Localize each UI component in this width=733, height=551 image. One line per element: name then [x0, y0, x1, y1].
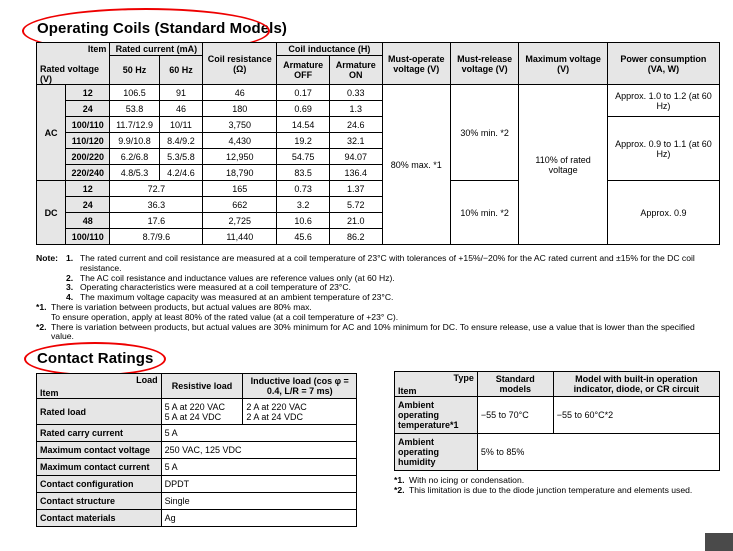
row-value: Single [161, 493, 356, 510]
temp-label: Ambient operating temperature*1 [395, 397, 478, 434]
voltage-cell: 110/120 [66, 133, 110, 149]
armature-off-cell: 54.75 [277, 149, 330, 165]
humidity-value: 5% to 85% [477, 434, 719, 471]
voltage-cell: 24 [66, 197, 110, 213]
dc-current-cell: 36.3 [110, 197, 203, 213]
max-voltage-value: 110% of rated voltage [519, 85, 608, 245]
ac-power-1: Approx. 1.0 to 1.2 (at 60 Hz) [607, 85, 719, 117]
contact-ratings-table [36, 373, 357, 527]
row-value: DPDT [161, 476, 356, 493]
must-operate-value: 80% max. *1 [382, 85, 450, 245]
voltage-cell: 100/110 [66, 117, 110, 133]
item-header: Item [87, 44, 107, 54]
voltage-cell: 48 [66, 213, 110, 229]
hz50-header: 50 Hz [110, 56, 159, 85]
operating-coils-title: Operating Coils (Standard Models) [37, 20, 287, 37]
operating-coils-table [36, 42, 720, 245]
armature-on-cell: 24.6 [329, 117, 382, 133]
contact-ratings-title: Contact Ratings [37, 350, 154, 367]
armature-on-cell: 1.37 [329, 181, 382, 197]
resistance-cell: 2,725 [203, 213, 277, 229]
current60-cell: 4.2/4.6 [159, 165, 203, 181]
ac-release-value: 30% min. *2 [450, 85, 518, 181]
row-label: Contact structure [37, 493, 162, 510]
temp-standard: −55 to 70°C [477, 397, 553, 434]
standard-header: Standard models [477, 372, 553, 397]
resistive-header: Resistive load [161, 374, 243, 399]
row-value: Ag [161, 510, 356, 527]
type-header: Type [453, 373, 474, 383]
dc-current-cell: 17.6 [110, 213, 203, 229]
voltage-cell: 100/110 [66, 229, 110, 245]
rated-voltage-header: Rated voltage (V) [40, 64, 100, 84]
humidity-label: Ambient operating humidity [395, 434, 478, 471]
footnote-key: *1. [36, 301, 47, 312]
rated-current-header: Rated current (mA) [110, 43, 203, 56]
environment-notes [394, 476, 724, 496]
armature-on-cell: 1.3 [329, 101, 382, 117]
current60-cell: 91 [159, 85, 203, 101]
page-corner-block [705, 533, 733, 551]
dc-label: DC [37, 181, 66, 245]
rated-load-inductive: 2 A at 220 VAC 2 A at 24 VDC [243, 399, 357, 425]
resistance-cell: 3,750 [203, 117, 277, 133]
current50-cell: 6.2/6.8 [110, 149, 159, 165]
note-key: 2. [66, 272, 74, 283]
ac-label: AC [37, 85, 66, 181]
voltage-cell: 220/240 [66, 165, 110, 181]
max-voltage-header: Maximum voltage (V) [519, 43, 608, 85]
temp-builtin: −55 to 60°C*2 [553, 397, 719, 434]
ac-power-2: Approx. 0.9 to 1.1 (at 60 Hz) [607, 117, 719, 181]
note-3: Operating characteristics were measured at a coil temperature of 23°C. [80, 282, 351, 293]
armature-off-header: Armature OFF [277, 56, 330, 85]
resistance-cell: 12,950 [203, 149, 277, 165]
environment-table [394, 371, 720, 471]
row-value: 5 A [161, 425, 356, 442]
resistance-cell: 180 [203, 101, 277, 117]
current50-cell: 4.8/5.3 [110, 165, 159, 181]
footnote-1b: To ensure operation, apply at least 80% of the rated value (at a coil temperature of +23° C). [51, 311, 399, 322]
current50-cell: 11.7/12.9 [110, 117, 159, 133]
voltage-cell: 12 [66, 181, 110, 197]
resistance-cell: 18,790 [203, 165, 277, 181]
footnote-key: *2. [394, 484, 405, 495]
voltage-cell: 24 [66, 101, 110, 117]
row-label: Contact configuration [37, 476, 162, 493]
armature-off-cell: 10.6 [277, 213, 330, 229]
armature-on-cell: 21.0 [329, 213, 382, 229]
env-corner-header [395, 372, 478, 397]
armature-off-cell: 0.17 [277, 85, 330, 101]
env-footnote-1: With no icing or condensation. [409, 475, 525, 485]
voltage-cell: 200/220 [66, 149, 110, 165]
footnote-2: There is variation between products, but actual values are 30% minimum for AC and 10% minimum for DC. To ensure release, use a value that is lower than the specified value. [51, 321, 695, 342]
row-label: Rated carry current [37, 425, 162, 442]
env-footnote-2: This limitation is due to the diode junction temperature and elements used. [409, 484, 693, 495]
armature-off-cell: 45.6 [277, 229, 330, 245]
footnote-key: *1. [394, 475, 405, 485]
coil-notes [36, 254, 720, 342]
inductive-header: Inductive load (cos φ = 0.4, L/R = 7 ms) [243, 374, 357, 399]
armature-off-cell: 83.5 [277, 165, 330, 181]
must-release-header: Must-release voltage (V) [450, 43, 518, 85]
voltage-cell: 12 [66, 85, 110, 101]
rated-load-resistive: 5 A at 220 VAC 5 A at 24 VDC [161, 399, 243, 425]
current60-cell: 5.3/5.8 [159, 149, 203, 165]
builtin-header: Model with built-in operation indicator, diode, or CR circuit [553, 372, 719, 397]
note-label: Note: [36, 253, 58, 263]
dc-power: Approx. 0.9 [607, 181, 719, 245]
note-1: The rated current and coil resistance are measured at a coil temperature of 23°C with tolerances of +15%/−20% for the AC rated current and ±15% for the DC coil resistance. [80, 253, 695, 273]
current50-cell: 9.9/10.8 [110, 133, 159, 149]
armature-off-cell: 14.54 [277, 117, 330, 133]
resistance-cell: 165 [203, 181, 277, 197]
row-value: 5 A [161, 459, 356, 476]
corner-header [37, 43, 110, 85]
current50-cell: 106.5 [110, 85, 159, 101]
row-label: Rated load [37, 399, 162, 425]
dc-current-cell: 72.7 [110, 181, 203, 197]
current60-cell: 10/11 [159, 117, 203, 133]
armature-off-cell: 3.2 [277, 197, 330, 213]
resistance-cell: 662 [203, 197, 277, 213]
resistance-cell: 4,430 [203, 133, 277, 149]
note-4: The maximum voltage capacity was measured at an ambient temperature of 23°C. [80, 292, 394, 303]
armature-on-header: Armature ON [329, 56, 382, 85]
armature-off-cell: 0.69 [277, 101, 330, 117]
footnote-key: *2. [36, 321, 47, 332]
note-key: 3. [66, 282, 74, 293]
dc-release-value: 10% min. *2 [450, 181, 518, 245]
power-header: Power consumption (VA, W) [607, 43, 719, 85]
current50-cell: 53.8 [110, 101, 159, 117]
armature-on-cell: 5.72 [329, 197, 382, 213]
armature-on-cell: 32.1 [329, 133, 382, 149]
row-label: Maximum contact voltage [37, 442, 162, 459]
armature-on-cell: 86.2 [329, 229, 382, 245]
coil-inductance-header: Coil inductance (H) [277, 43, 382, 56]
armature-off-cell: 19.2 [277, 133, 330, 149]
hz60-header: 60 Hz [159, 56, 203, 85]
must-operate-header: Must-operate voltage (V) [382, 43, 450, 85]
row-label: Maximum contact current [37, 459, 162, 476]
resistance-cell: 11,440 [203, 229, 277, 245]
item-header: Item [398, 386, 417, 396]
load-header: Load [136, 375, 158, 385]
note-key: 1. [66, 253, 74, 263]
contact-corner-header [37, 374, 162, 399]
armature-on-cell: 136.4 [329, 165, 382, 181]
current60-cell: 46 [159, 101, 203, 117]
dc-current-cell: 8.7/9.6 [110, 229, 203, 245]
coil-resistance-header: Coil resistance (Ω) [203, 43, 277, 85]
armature-on-cell: 0.33 [329, 85, 382, 101]
footnote-1: There is variation between products, but actual values are 80% max. [51, 301, 312, 312]
current60-cell: 8.4/9.2 [159, 133, 203, 149]
item-header: Item [40, 388, 59, 398]
armature-on-cell: 94.07 [329, 149, 382, 165]
resistance-cell: 46 [203, 85, 277, 101]
row-value: 250 VAC, 125 VDC [161, 442, 356, 459]
note-2: The AC coil resistance and inductance values are reference values only (at 60 Hz). [80, 272, 395, 283]
note-key: 4. [66, 292, 74, 303]
armature-off-cell: 0.73 [277, 181, 330, 197]
row-label: Contact materials [37, 510, 162, 527]
